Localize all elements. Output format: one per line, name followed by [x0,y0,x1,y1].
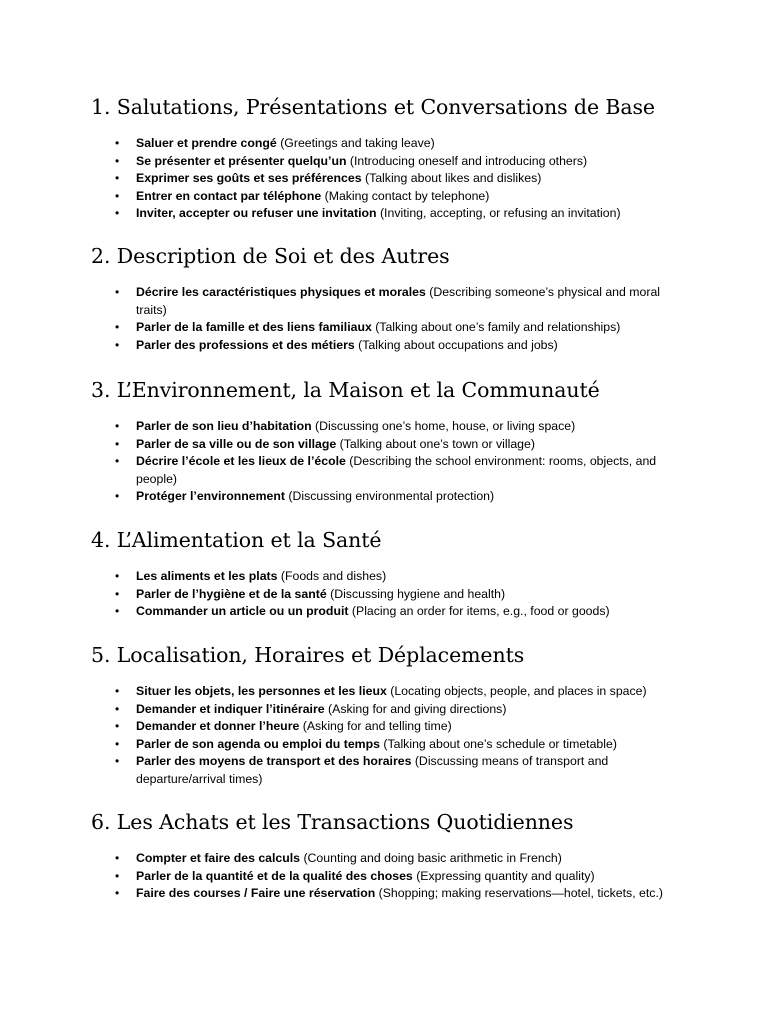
section-5 [0,642,768,788]
bullet-icon: • [115,206,120,220]
item-translation: (Talking about occupations and jobs) [354,337,558,352]
bullet-icon: • [115,436,120,451]
item-term: Protéger l’environnement [136,489,285,503]
item-term: Entrer en contact par téléphone [136,188,322,203]
item-term: Commander un article ou un produit [136,604,349,618]
bullet-icon: • [115,188,120,203]
section-heading: 3. L’Environnement, la Maison et la Communauté [91,378,600,402]
item-translation: (Expressing quantity and quality) [412,868,595,883]
bullet-icon: • [115,136,120,150]
list-item [0,736,768,754]
list-item [0,568,768,586]
section-heading: 2. Description de Soi et des Autres [91,244,450,268]
list-item [0,205,768,223]
item-translation: (Discussing one’s home, house, or living space) [311,419,576,433]
section-4 [0,527,768,621]
bullet-icon: • [115,586,120,601]
item-term: Parler des moyens de transport et des horaires [136,754,412,768]
item-translation: (Shopping; making reservations—hotel, tickets, etc.) [375,886,663,900]
list-item [0,453,768,488]
item-translation: (Foods and dishes) [277,569,387,583]
bullet-icon: • [115,569,120,583]
list-item [0,885,768,903]
bullet-icon: • [115,684,120,698]
item-translation: (Discussing hygiene and health) [326,586,506,601]
item-term: Saluer et prendre congé [136,136,277,150]
item-translation: (Talking about one’s town or village) [336,436,535,451]
list-item [0,603,768,621]
list-item [0,718,768,736]
list-item [0,753,768,788]
item-translation: (Talking about likes and dislikes) [361,171,542,185]
bullet-list [0,850,768,903]
bullet-list [0,568,768,621]
section-3 [0,377,768,506]
section-heading: 5. Localisation, Horaires et Déplacements [91,643,525,667]
bullet-icon: • [115,171,120,185]
item-translation: (Talking about one’s schedule or timetable) [379,736,617,751]
item-term: Demander et indiquer l’itinéraire [136,701,325,716]
item-term: Parler de sa ville ou de son village [136,436,337,451]
section-6 [0,809,768,903]
bullet-icon: • [115,285,120,299]
bullet-icon: • [115,701,120,716]
list-item [0,850,768,868]
section-heading: 1. Salutations, Présentations et Conversations de Base [91,95,655,119]
item-translation: (Counting and doing basic arithmetic in French) [300,851,562,865]
list-item [0,188,768,206]
section-2 [0,243,768,354]
item-term: Les aliments et les plats [136,569,278,583]
section-heading: 6. Les Achats et les Transactions Quotidiennes [91,810,574,834]
item-term: Parler de la famille et des liens familiaux [136,320,372,334]
item-translation: (Inviting, accepting, or refusing an invitation) [376,206,621,220]
item-term: Parler de son agenda ou emploi du temps [136,736,380,751]
item-translation: (Asking for and giving directions) [324,701,507,716]
item-term: Décrire l’école et les lieux de l’école [136,454,346,468]
item-translation: (Discussing means of transport and departure/arrival times) [136,754,609,786]
item-translation: (Asking for and telling time) [299,719,452,733]
bullet-icon: • [115,454,120,468]
bullet-icon: • [115,851,120,865]
list-item [0,488,768,506]
list-item [0,337,768,355]
list-item [0,135,768,153]
bullet-icon: • [115,320,120,334]
item-term: Parler de l’hygiène et de la santé [136,586,327,601]
list-item [0,683,768,701]
bullet-list [0,135,768,223]
section-1 [0,94,768,223]
bullet-list [0,418,768,506]
item-translation: (Introducing oneself and introducing others) [346,153,588,168]
item-term: Parler des professions et des métiers [136,337,355,352]
item-translation: (Describing someone’s physical and moral traits) [136,285,661,317]
item-translation: (Describing the school environment: rooms, objects, and people) [136,454,657,486]
bullet-icon: • [115,736,120,751]
bullet-icon: • [115,886,120,900]
bullet-icon: • [115,419,120,433]
item-term: Parler de son lieu d’habitation [136,419,312,433]
item-term: Demander et donner l’heure [136,719,300,733]
item-translation: (Talking about one’s family and relationships) [371,320,621,334]
list-item [0,436,768,454]
item-term: Compter et faire des calculs [136,851,301,865]
bullet-icon: • [115,337,120,352]
item-translation: (Making contact by telephone) [321,188,490,203]
item-term: Se présenter et présenter quelqu’un [136,153,347,168]
item-term: Décrire les caractéristiques physiques et morales [136,285,426,299]
bullet-icon: • [115,754,120,768]
list-item [0,153,768,171]
list-item [0,418,768,436]
bullet-icon: • [115,153,120,168]
list-item [0,868,768,886]
item-term: Inviter, accepter ou refuser une invitation [136,206,377,220]
list-item [0,701,768,719]
item-translation: (Locating objects, people, and places in space) [386,684,647,698]
item-term: Exprimer ses goûts et ses préférences [136,171,362,185]
bullet-icon: • [115,868,120,883]
item-term: Situer les objets, les personnes et les lieux [136,684,387,698]
list-item [0,284,768,319]
item-term: Faire des courses / Faire une réservation [136,886,376,900]
item-translation: (Greetings and taking leave) [276,136,435,150]
list-item [0,586,768,604]
item-translation: (Discussing environmental protection) [284,489,495,503]
list-item [0,319,768,337]
bullet-list [0,683,768,788]
list-item [0,170,768,188]
bullet-icon: • [115,719,120,733]
bullet-icon: • [115,604,120,618]
bullet-icon: • [115,489,120,503]
section-heading: 4. L’Alimentation et la Santé [91,528,382,552]
item-translation: (Placing an order for items, e.g., food or goods) [348,604,610,618]
bullet-list [0,284,768,354]
item-term: Parler de la quantité et de la qualité des choses [136,868,413,883]
